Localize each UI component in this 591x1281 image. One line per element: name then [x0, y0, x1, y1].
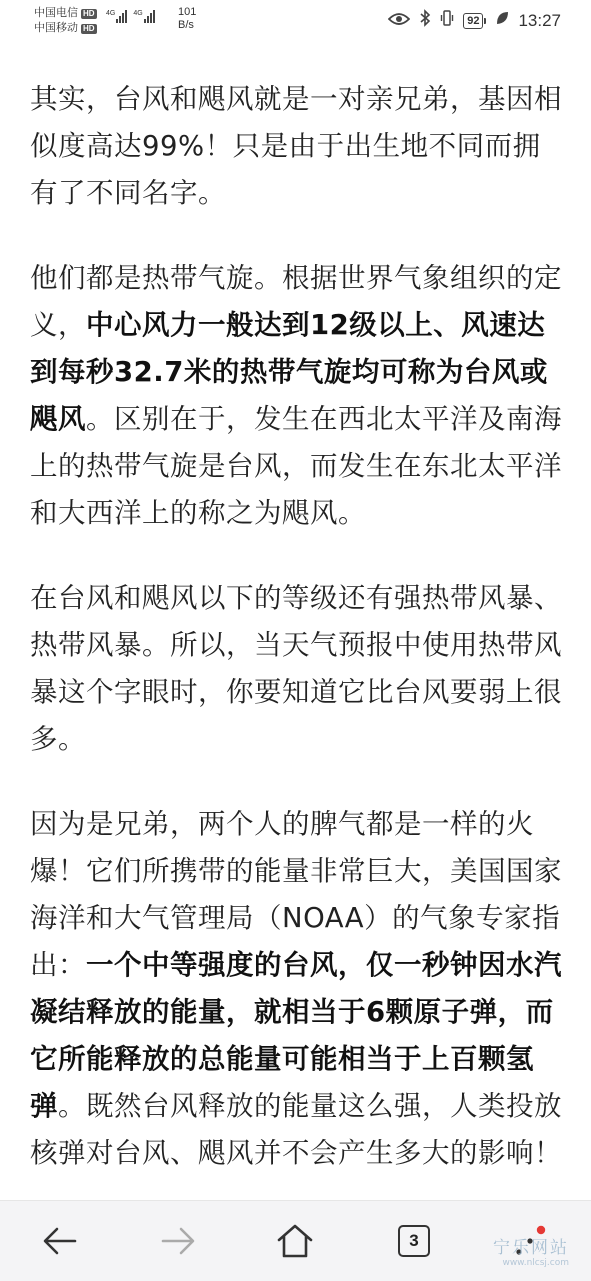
paragraph-4-bold: 一个中等强度的台风，仅一秒钟因水汽凝结释放的能量，就相当于6颗原子弹，而它所能释放的总能量可能相当于上百颗氢弹 — [30, 949, 562, 1122]
home-icon — [276, 1223, 314, 1259]
hd-badge: HD — [83, 23, 95, 33]
leaf-icon — [495, 10, 509, 31]
forward-button[interactable] — [156, 1219, 200, 1263]
network-type: 4G — [133, 10, 143, 17]
paragraph-1: 其实，台风和飓风就是一对亲兄弟，基因相似度高达99%！只是由于出生地不同而拥有了不同名字。 — [30, 83, 562, 209]
eye-icon — [388, 11, 410, 31]
paragraph-3: 在台风和飓风以下的等级还有强热带风暴、热带风暴。所以，当天气预报中使用热带风暴这个字眼时，你要知道它比台风要弱上很多。 — [30, 582, 562, 755]
signal-icon — [133, 10, 154, 23]
hd-badge: HD — [83, 8, 95, 18]
tab-count: 3 — [398, 1225, 430, 1257]
paragraph-2 — [30, 255, 566, 537]
paragraph-4-text-b: 。既然台风释放的能量这么强，人类投放核弹对台风、飓风并不会产生多大的影响！ — [30, 1090, 562, 1169]
tabs-button[interactable] — [392, 1219, 436, 1263]
watermark-text: 宁乐网站 — [493, 1238, 569, 1258]
signal-icon — [106, 10, 127, 23]
network-type: 4G — [106, 10, 116, 17]
signal-indicators — [106, 10, 155, 23]
speed-unit: B/s — [178, 19, 194, 31]
arrow-left-icon — [42, 1226, 78, 1256]
article-body — [30, 76, 566, 1215]
bluetooth-icon — [419, 9, 431, 32]
paragraph-2-text-a: 他们都是热带气旋。根据世界气象组织的定义， — [30, 262, 562, 341]
home-button[interactable] — [273, 1219, 317, 1263]
paragraph-4-text-a: 因为是兄弟，两个人的脾气都是一样的火爆！它们所携带的能量非常巨大，美国国家海洋和大气管理局（NOAA）的气象专家指出： — [30, 808, 562, 981]
clock-time: 13:27 — [518, 10, 561, 30]
battery-icon — [463, 13, 486, 29]
carrier-1: 中国电信 — [34, 7, 78, 19]
status-bar — [0, 0, 591, 42]
vibrate-icon — [440, 9, 454, 32]
bottom-nav-bar — [0, 1200, 591, 1281]
arrow-right-icon — [160, 1226, 196, 1256]
paragraph-2-bold: 中心风力一般达到12级以上、风速达到每秒32.7米的热带气旋均可称为台风或飓风 — [30, 309, 548, 435]
back-button[interactable] — [38, 1219, 82, 1263]
paragraph-2-text-b: 。区别在于，发生在西北太平洋及南海上的热带气旋是台风，而发生在东北太平洋和大西洋上的称之为飓风。 — [30, 403, 562, 529]
speed-value: 101 — [178, 6, 197, 18]
paragraph-4 — [30, 801, 566, 1177]
battery-level: 92 — [463, 13, 483, 29]
status-right — [388, 9, 561, 32]
site-watermark — [493, 1233, 569, 1268]
carrier-2: 中国移动 — [34, 22, 78, 34]
carrier-info — [34, 6, 97, 36]
watermark-url: www.nlcsj.com — [502, 1258, 569, 1268]
network-speed — [178, 6, 196, 32]
